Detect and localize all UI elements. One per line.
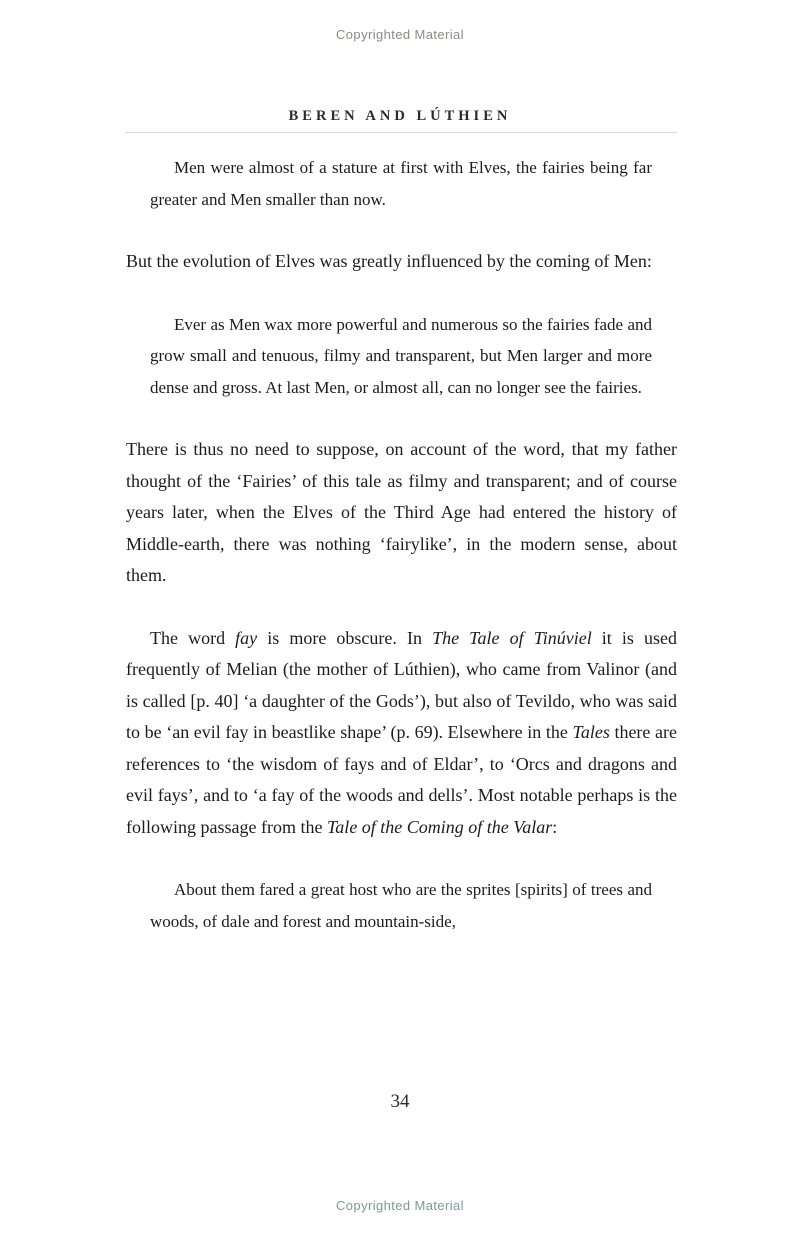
copyright-notice-bottom: Copyrighted Material bbox=[336, 1198, 464, 1213]
block-quote: About them fared a great host who are the sprites [spirits] of trees and woods, of dale and forest and mountain-side, bbox=[150, 880, 652, 931]
block-quote: Men were almost of a stature at first with Elves, the fairies being far greater and Men smaller than now. bbox=[150, 158, 652, 209]
page-body bbox=[126, 152, 677, 937]
copyright-notice-top: Copyrighted Material bbox=[336, 27, 464, 42]
paragraph: There is thus no need to suppose, on account of the word, that my father thought of the ‘Fairies’ of this tale as filmy and transparent; and of course years later, when the Elves of the Third Age had entered the history of Middle-earth, there was nothing ‘fairylike’, in the modern sense, about them. bbox=[126, 439, 677, 585]
running-header: BEREN AND LÚTHIEN bbox=[288, 108, 512, 124]
paragraph: The word fay is more obscure. In The Tale of Tinúviel it is used frequently of Melian (the mother of Lúthien), who came from Valinor (and is called [p. 40] ‘a daughter of the Gods’), but also of Tevildo, who was said to be ‘an evil fay in beastlike shape’ (p. 69). Elsewhere in the Tales there are references to ‘the wisdom of fays and of Eldar’, to ‘Orcs and dragons and evil fays’, and to ‘a fay of the woods and dells’. Most notable perhaps is the following passage from the Tale of the Coming of the Valar: bbox=[126, 627, 677, 837]
block-quote: Ever as Men wax more powerful and numerous so the fairies fade and grow small and tenuous, filmy and transparent, but Men larger and more dense and gross. At last Men, or almost all, can no longer see the fairies. bbox=[150, 314, 652, 397]
page-number: 34 bbox=[390, 1091, 410, 1112]
paragraph: But the evolution of Elves was greatly influenced by the coming of Men: bbox=[126, 251, 652, 271]
header-rule-divider bbox=[125, 132, 677, 133]
